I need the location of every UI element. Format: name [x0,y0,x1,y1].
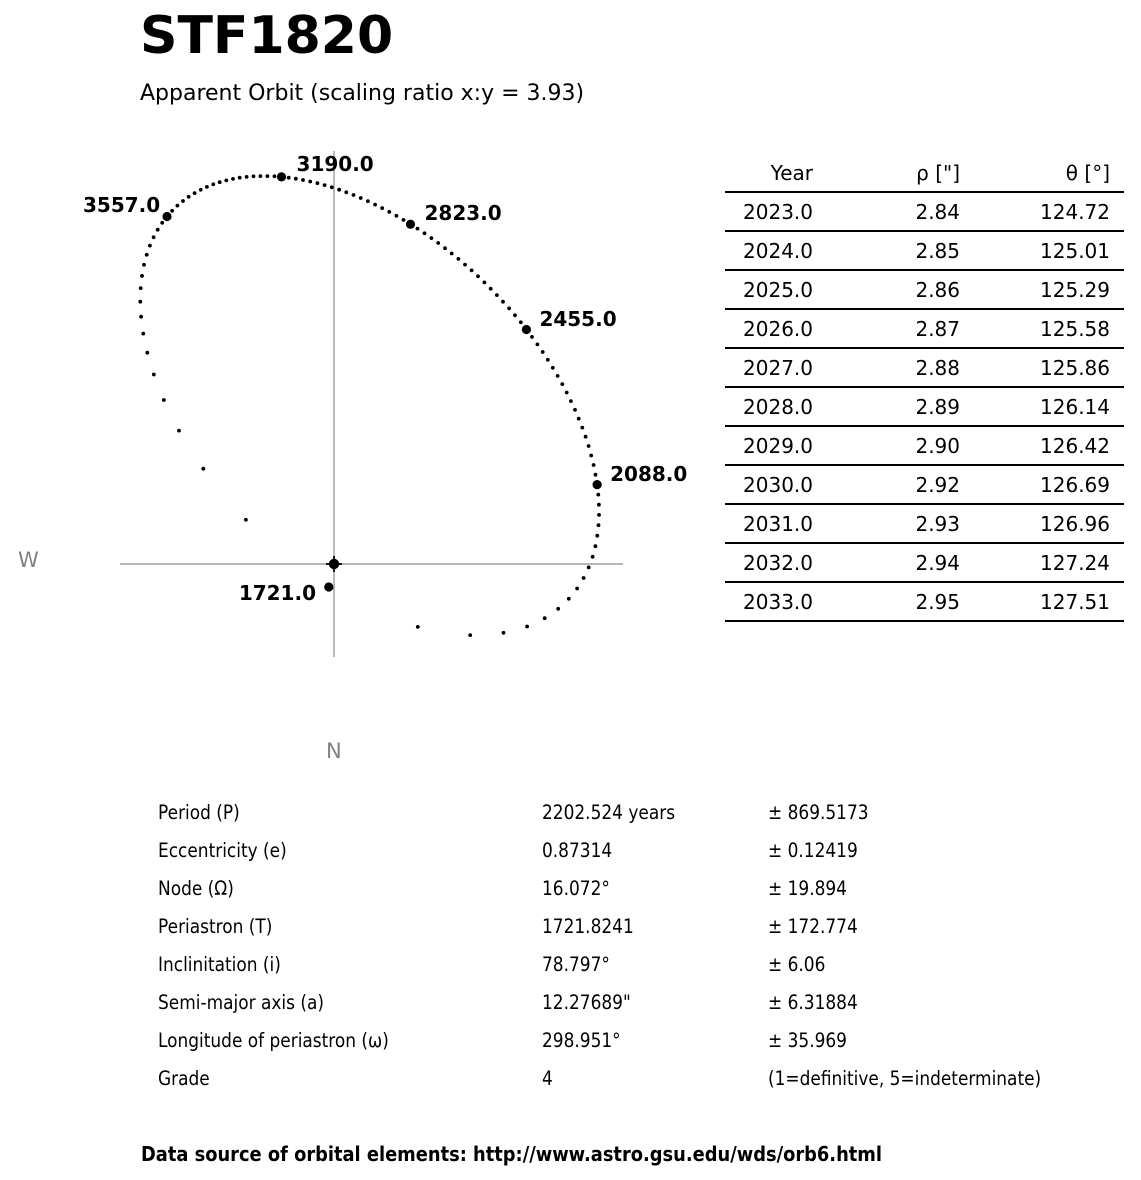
orbit-dot [416,625,420,629]
table-cell: 2027.0 [725,348,813,387]
orbit-dot [457,257,461,261]
table-row [725,231,1124,270]
orbit-dot [592,463,596,467]
orbit-dot [507,307,511,311]
table-row [725,192,1124,231]
ephemeris-table [725,155,1124,622]
epoch-label: 2455.0 [539,306,617,331]
orbit-dot [145,253,149,257]
orbit-dot [162,398,166,402]
orbit-dot [330,185,334,189]
orbit-dot [541,350,545,354]
element-label: Node (Ω) [158,877,234,900]
orbit-dot [352,193,356,197]
orbit-dot [582,576,586,580]
table-cell: 2031.0 [725,504,813,543]
orbit-dot [597,503,601,507]
west-axis-label: W [18,548,39,572]
orbit-dot [597,523,601,527]
orbit-dot [470,269,474,273]
table-cell: 125.86 [960,348,1124,387]
orbit-dot [201,467,205,471]
element-value: 2202.524 years [542,801,676,824]
orbit-dot [359,196,363,200]
orbit-dot [387,210,391,214]
orbit-dot [489,287,493,291]
epoch-dot [522,325,531,334]
table-cell: 2.88 [813,348,960,387]
orbit-dot [597,513,601,517]
element-error: ± 6.06 [768,953,826,976]
table-cell: 127.24 [960,543,1124,582]
ephemeris-col-header: θ [°] [960,155,1124,192]
orbit-dot [450,252,454,256]
orbit-dot [443,246,447,250]
orbit-dot [380,206,384,210]
element-error: ± 35.969 [768,1029,847,1052]
page-title: STF1820 [140,6,394,66]
orbit-dot [596,493,600,497]
orbit-dot [501,300,505,304]
element-error: (1=definitive, 5=indeterminate) [768,1067,1042,1090]
element-label: Longitude of periastron (ω) [158,1029,389,1052]
epoch-dot [406,220,415,229]
orbit-dot [589,454,593,458]
orbit-dot [323,183,327,187]
orbit-dot [252,174,256,178]
orbit-dot [573,408,577,412]
orbit-dot [344,190,348,194]
element-label: Eccentricity (e) [158,839,287,862]
orbit-dot [587,566,591,570]
orbit-dot [141,332,145,336]
orbit-dot [170,209,174,213]
table-row [725,348,1124,387]
table-cell: 2024.0 [725,231,813,270]
orbit-dot [266,174,270,178]
table-cell: 2023.0 [725,192,813,231]
table-row [725,504,1124,543]
orbit-dot [468,633,472,637]
orbit-dot [556,374,560,378]
orbit-dot [193,191,197,195]
orbit-dot [591,555,595,559]
orbit-dot [594,544,598,548]
table-cell: 125.58 [960,309,1124,348]
orbit-dot [569,399,573,403]
orbit-dot [595,534,599,538]
orbit-dot [556,607,560,611]
orbit-dot [287,176,291,180]
element-error: ± 869.5173 [768,801,869,824]
orbit-dot [483,281,487,285]
orbit-dot [139,286,143,290]
orbit-dot [308,180,312,184]
orbit-dot [423,231,427,235]
element-error: ± 0.12419 [768,839,858,862]
table-cell: 125.01 [960,231,1124,270]
orbit-dot [152,373,156,377]
element-label: Inclinitation (i) [158,953,281,976]
orbit-dot [245,175,249,179]
ephemeris-col-header: ρ ["] [813,155,960,192]
orbit-dot [580,426,584,430]
element-error: ± 172.774 [768,915,858,938]
table-cell: 124.72 [960,192,1124,231]
orbit-dot [218,180,222,184]
orbit-dot [301,178,305,182]
orbit-dot [502,631,506,635]
orbit-dot [160,221,164,225]
orbit-dot [495,293,499,297]
orbit-dot [337,188,341,192]
orbit-dot [199,188,203,192]
table-cell: 126.42 [960,426,1124,465]
table-cell: 2029.0 [725,426,813,465]
orbit-dot [546,358,550,362]
table-cell: 2.87 [813,309,960,348]
table-cell: 2025.0 [725,270,813,309]
table-cell: 2.85 [813,231,960,270]
table-cell: 126.96 [960,504,1124,543]
orbit-dot [181,199,185,203]
orbit-dot [530,335,534,339]
epoch-dot [593,480,602,489]
table-cell: 2.95 [813,582,960,621]
element-error: ± 19.894 [768,877,847,900]
orbit-dot [565,391,569,395]
orbit-dot [536,343,540,347]
orbit-dot [273,174,277,178]
orbit-dot [476,274,480,278]
table-cell: 2.84 [813,192,960,231]
table-cell: 2028.0 [725,387,813,426]
table-cell: 125.29 [960,270,1124,309]
orbit-dot [551,366,555,370]
element-value: 16.072° [542,877,610,900]
epoch-label: 3557.0 [83,193,161,218]
table-row [725,387,1124,426]
table-row [725,426,1124,465]
table-row [725,309,1124,348]
orbit-dot [416,227,420,231]
orbit-dot [177,429,181,433]
table-cell: 126.69 [960,465,1124,504]
orbit-dot [519,320,523,324]
orbit-dot [152,235,156,239]
table-cell: 2026.0 [725,309,813,348]
chart-subtitle: Apparent Orbit (scaling ratio x:y = 3.93) [140,81,585,106]
orbit-dot [142,263,146,267]
epoch-label: 2088.0 [610,461,688,486]
orbit-dot [373,203,377,207]
orbit-dot [463,263,467,267]
epoch-dot [277,172,286,181]
orbit-dot [187,195,191,199]
element-value: 298.951° [542,1029,621,1052]
orbit-plot-canvas [0,0,710,790]
element-error: ± 6.31884 [768,991,858,1014]
table-cell: 2.90 [813,426,960,465]
orbit-dot [587,444,591,448]
data-source-footer: Data source of orbital elements: http://www.astro.gsu.edu/wds/orb6.html [141,1142,883,1166]
orbit-dot [224,179,228,183]
orbit-dot [148,244,152,248]
epoch-label: 2823.0 [424,201,502,226]
table-row [725,465,1124,504]
orbit-dot [402,218,406,222]
ephemeris-header-row [725,155,1124,192]
epoch-dot [162,212,171,221]
table-cell: 2.89 [813,387,960,426]
orbit-dot [584,435,588,439]
element-value: 1721.8241 [542,915,634,938]
orbit-dot [140,274,144,278]
element-label: Period (P) [158,801,240,824]
element-value: 0.87314 [542,839,613,862]
orbit-dot [575,587,579,591]
ephemeris-col-header: Year [725,155,813,192]
epoch-label: 3190.0 [296,151,374,176]
orbit-dot [294,177,298,181]
orbit-dot [145,351,149,355]
table-cell: 2.93 [813,504,960,543]
orbit-dot [244,518,248,522]
orbit-dot [543,616,547,620]
table-row [725,270,1124,309]
element-label: Semi-major axis (a) [158,991,324,1014]
element-label: Periastron (T) [158,915,273,938]
table-row [725,582,1124,621]
orbit-dot [395,214,399,218]
orbit-dot [366,199,370,203]
orbit-dot [259,174,263,178]
primary-star-marker [329,559,339,569]
orbit-dot [594,473,598,477]
table-cell: 2.92 [813,465,960,504]
table-cell: 2030.0 [725,465,813,504]
orbit-dot [231,177,235,181]
orbit-dot [560,382,564,386]
element-value: 78.797° [542,953,610,976]
table-row [725,543,1124,582]
orbit-dot [156,228,160,232]
north-axis-label: N [326,739,342,763]
element-value: 12.27689" [542,991,631,1014]
table-cell: 2.86 [813,270,960,309]
orbit-dot [513,313,517,317]
orbit-dot [139,315,143,319]
orbit-dot [436,241,440,245]
table-cell: 127.51 [960,582,1124,621]
table-cell: 126.14 [960,387,1124,426]
element-label: Grade [158,1067,210,1090]
orbit-dot [430,236,434,240]
epoch-dot [324,582,333,591]
orbit-dot [316,181,320,185]
table-cell: 2033.0 [725,582,813,621]
table-cell: 2.94 [813,543,960,582]
orbit-dot [238,176,242,180]
orbit-dot [176,204,180,208]
orbit-dot [567,597,571,601]
orbit-dot [205,185,209,189]
table-cell: 2032.0 [725,543,813,582]
orbit-dot [138,300,142,304]
orbit-dot [211,182,215,186]
orbit-dot [525,625,529,629]
orbit-dot [577,417,581,421]
epoch-label: 1721.0 [238,581,316,605]
element-value: 4 [542,1067,553,1090]
